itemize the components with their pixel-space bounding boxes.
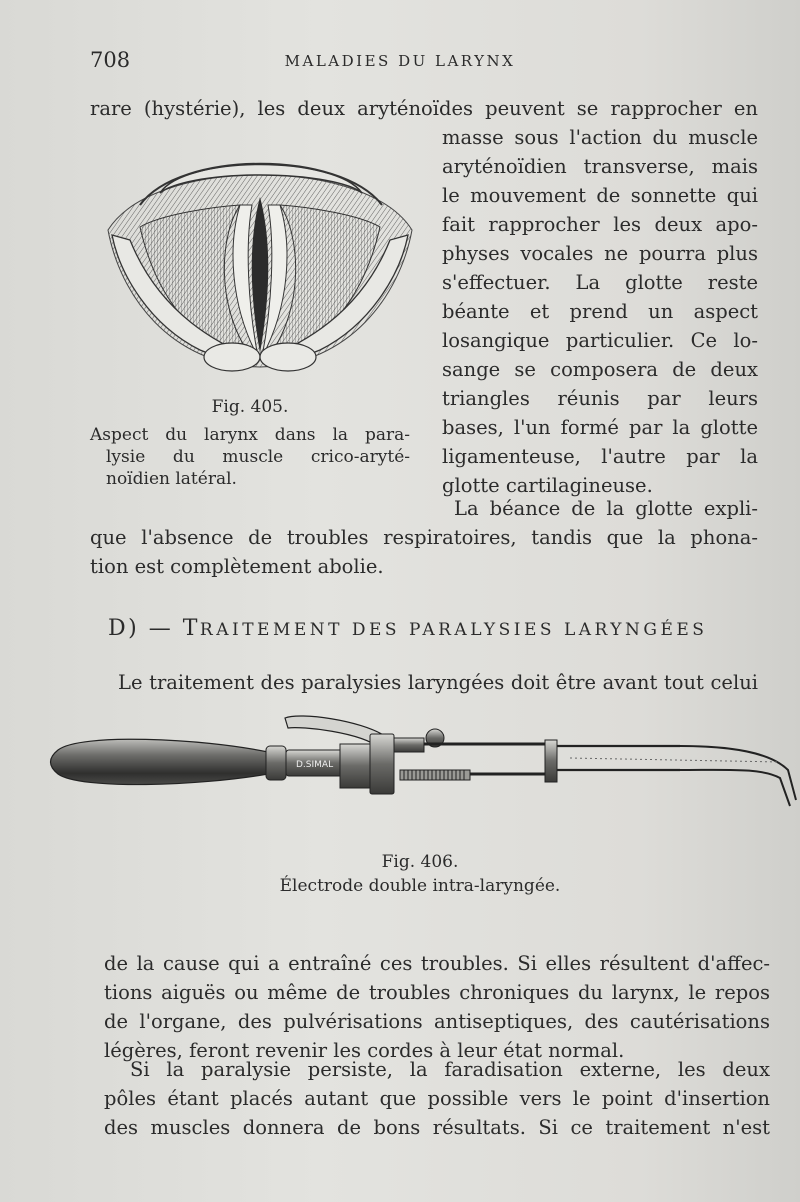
engraving-mark: D.SIMAL: [296, 760, 334, 770]
text-line: La béance de la glotte expli-: [454, 497, 758, 520]
paragraph-cause: [104, 949, 770, 1065]
page-number: 708: [90, 48, 131, 72]
paragraph-top-column: [442, 123, 758, 500]
text-line: le mouvement de sonnette qui: [442, 184, 758, 207]
larynx-illustration: [100, 135, 420, 380]
text-line: ligamenteuse, l'autre par la: [442, 445, 758, 468]
text-line: aryténoïdien transverse, mais: [442, 155, 758, 178]
text-line: physes vocales ne pourra plus: [442, 242, 758, 265]
text-line: rare (hystérie), les deux aryténoïdes peuvent se rapprocher en: [90, 97, 758, 120]
figure-405-caption: [90, 396, 410, 490]
text-line: glotte cartilagineuse.: [442, 474, 653, 497]
text-line: de l'organe, des pulvérisations antiseptiques, des cautérisations: [104, 1010, 770, 1033]
text-line: Le traitement des paralysies laryngées doit être avant tout celui: [118, 671, 758, 694]
caption-line: Aspect du larynx dans la para-: [90, 425, 410, 445]
electrode-illustration: [40, 708, 800, 818]
figure-405-caption-text: [90, 424, 410, 490]
text-line: que l'absence de troubles respiratoires, tandis que la phona-: [90, 526, 758, 549]
paragraph-traitement-intro: [90, 668, 758, 697]
figure-406-caption: [240, 850, 600, 898]
text-line: s'effectuer. La glotte reste: [442, 271, 758, 294]
text-line: triangles réunis par leurs: [442, 387, 758, 410]
section-title-initial: T: [182, 616, 200, 641]
text-line: losangique particulier. Ce lo-: [442, 329, 758, 352]
section-title: RAITEMENT DES PARALYSIES LARYNGÉES: [199, 620, 708, 640]
figure-406-label: Fig. 406.: [381, 852, 459, 872]
running-header: [0, 48, 800, 78]
section-prefix: D) —: [108, 616, 183, 641]
text-line: légères, feront revenir les cordes à leur état normal.: [104, 1039, 625, 1062]
figure-405-label: Fig. 405.: [211, 397, 289, 417]
figure-406-caption-text: Électrode double intra-laryngée.: [279, 876, 561, 896]
paragraph-beance-first: [442, 494, 758, 523]
paragraph-top-first-line: [90, 94, 758, 123]
text-line: tion est complètement abolie.: [90, 555, 384, 578]
text-line: bases, l'un formé par la glotte: [442, 416, 758, 439]
text-line: fait rapprocher les deux apo-: [442, 213, 758, 236]
text-line: de la cause qui a entraîné ces troubles. Si elles résultent d'affec-: [104, 952, 770, 975]
text-line: pôles étant placés autant que possible vers le point d'insertion: [104, 1087, 770, 1110]
paragraph-faradisation: [104, 1055, 770, 1142]
text-line: sange se composera de deux: [442, 358, 758, 381]
text-line: masse sous l'action du muscle: [442, 126, 758, 149]
text-line: béante et prend un aspect: [442, 300, 758, 323]
caption-line: noïdien latéral.: [106, 469, 237, 489]
text-line: des muscles donnera de bons résultats. Si ce traitement n'est: [104, 1116, 770, 1139]
text-line: tions aiguës ou même de troubles chroniques du larynx, le repos: [104, 981, 770, 1004]
text-line: Si la paralysie persiste, la faradisation externe, les deux: [130, 1058, 770, 1081]
caption-line: lysie du muscle crico-aryté-: [106, 447, 410, 467]
section-heading: [108, 616, 758, 652]
running-title: MALADIES DU LARYNX: [284, 52, 516, 70]
paragraph-beance: [90, 523, 758, 581]
